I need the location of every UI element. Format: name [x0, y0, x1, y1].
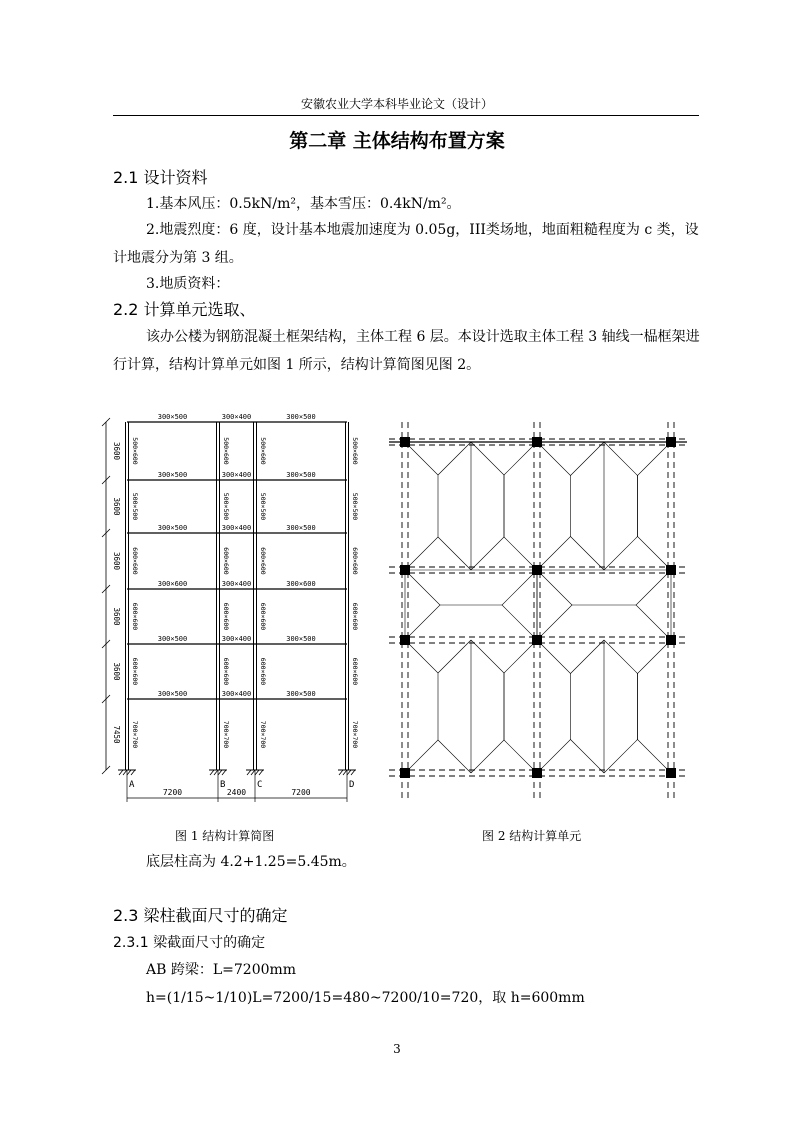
- figure-2-plan-diagram: [385, 420, 695, 805]
- column-square: [532, 635, 542, 645]
- yield-line: [537, 640, 571, 773]
- support-hatch: [343, 770, 347, 775]
- column-size-label: 600×600: [222, 657, 230, 686]
- support-hatch: [259, 770, 263, 775]
- beam-size-label: 300×400: [221, 524, 252, 532]
- column-size-label: 500×500: [222, 492, 230, 521]
- beam-size-label: 300×600: [157, 580, 188, 588]
- column-size-label: 600×600: [131, 602, 139, 631]
- yield-line: [638, 640, 672, 773]
- beam-size-label: 300×400: [221, 690, 252, 698]
- support-hatch: [339, 770, 343, 775]
- support-hatch: [218, 770, 222, 775]
- beam-size-label: 300×400: [221, 471, 252, 479]
- support-hatch: [351, 770, 355, 775]
- storey-height-label: 3600: [112, 497, 121, 516]
- beam-size-label: 300×500: [157, 471, 188, 479]
- support-hatch: [214, 770, 218, 775]
- beam-size-label: 300×500: [286, 471, 316, 479]
- yield-line: [405, 442, 438, 570]
- figure-1-frame-diagram: [95, 405, 365, 815]
- column-square: [532, 768, 542, 778]
- column-square: [400, 768, 410, 778]
- support-hatch: [255, 770, 259, 775]
- column-size-label: 700×700: [259, 720, 267, 749]
- support-hatch: [119, 770, 123, 775]
- column-size-label: 600×600: [351, 657, 359, 686]
- yield-line: [438, 740, 471, 773]
- column-size-label: 600×600: [222, 602, 230, 631]
- column-square: [532, 437, 542, 447]
- yield-line: [502, 570, 537, 640]
- span-length-label: 7200: [291, 788, 311, 797]
- section-2-2-heading: 2.2 计算单元选取、: [113, 300, 256, 319]
- column-square: [400, 565, 410, 575]
- column-square: [666, 635, 676, 645]
- s21-paragraph-3: 3.地质资料：: [146, 276, 230, 292]
- yield-line: [471, 640, 504, 773]
- yield-line: [405, 640, 438, 773]
- figure-2-caption: 图 2 结构计算单元: [482, 829, 582, 843]
- column-square: [400, 635, 410, 645]
- column-size-label: 700×700: [351, 720, 359, 749]
- beam-size-label: 300×500: [157, 690, 188, 698]
- yield-line: [571, 640, 605, 674]
- s22-paragraph-1: 该办公楼为钢筋混凝土框架结构，主体工程 6 层。本设计选取主体工程 3 轴线一榀框架进行计算，结构计算单元如图 1 所示，结构计算简图见图 2。: [113, 329, 700, 373]
- column-square: [666, 768, 676, 778]
- axis-label: C: [257, 780, 263, 790]
- column-size-label: 600×600: [222, 547, 230, 575]
- column-size-label: 500×500: [351, 492, 359, 521]
- column-square: [666, 565, 676, 575]
- yield-line: [571, 537, 605, 571]
- beam-size-label: 300×600: [286, 580, 316, 588]
- yield-line: [636, 570, 671, 640]
- column-size-label: 600×600: [259, 547, 267, 575]
- header-rule: [113, 115, 699, 116]
- after-figure-text: 底层柱高为 4.2+1.25=5.45m。: [146, 854, 356, 870]
- span-length-label: 7200: [162, 788, 183, 797]
- s23-paragraph-2: h=(1/15~1/10)L=7200/15=480~7200/10=720，取 h=600mm: [146, 990, 585, 1006]
- yield-line: [471, 442, 504, 570]
- support-hatch: [247, 770, 251, 775]
- column-square: [532, 565, 542, 575]
- yield-line: [537, 570, 572, 640]
- storey-height-label: 3600: [112, 441, 121, 461]
- yield-line: [438, 537, 471, 570]
- span-length-label: 2400: [226, 788, 247, 797]
- column-size-label: 700×700: [222, 720, 230, 749]
- axis-label: D: [349, 780, 355, 790]
- axis-label: A: [129, 780, 135, 790]
- column-size-label: 600×600: [259, 657, 267, 686]
- column-square: [666, 437, 676, 447]
- yield-line: [438, 442, 471, 475]
- beam-size-label: 300×500: [157, 413, 188, 421]
- yield-line: [504, 442, 537, 570]
- yield-line: [504, 640, 537, 773]
- beam-size-label: 300×500: [286, 413, 316, 421]
- yield-line: [537, 442, 571, 570]
- column-size-label: 500×600: [259, 437, 267, 465]
- column-size-label: 600×600: [259, 602, 267, 631]
- yield-line: [638, 442, 672, 570]
- storey-height-label: 3600: [112, 607, 121, 626]
- beam-size-label: 300×500: [286, 524, 316, 532]
- beam-size-label: 300×500: [157, 524, 188, 532]
- support-hatch: [123, 770, 127, 775]
- column-size-label: 500×500: [259, 492, 267, 521]
- page-number: 3: [393, 1042, 401, 1056]
- support-hatch: [210, 770, 214, 775]
- section-2-3-heading: 2.3 梁柱截面尺寸的确定: [113, 906, 288, 925]
- beam-size-label: 300×400: [221, 413, 252, 421]
- support-hatch: [251, 770, 255, 775]
- column-size-label: 600×600: [131, 657, 139, 686]
- column-size-label: 600×600: [131, 547, 139, 575]
- column-square: [400, 437, 410, 447]
- support-hatch: [347, 770, 351, 775]
- column-size-label: 500×600: [222, 437, 230, 465]
- column-size-label: 500×600: [131, 437, 139, 465]
- beam-size-label: 300×500: [157, 635, 188, 643]
- beam-size-label: 300×400: [221, 635, 252, 643]
- beam-size-label: 300×500: [286, 635, 316, 643]
- column-size-label: 500×600: [351, 437, 359, 465]
- beam-size-label: 300×400: [221, 580, 252, 588]
- section-2-1-heading: 2.1 设计资料: [113, 168, 208, 187]
- section-2-3-1-heading: 2.3.1 梁截面尺寸的确定: [113, 935, 266, 951]
- yield-line: [571, 442, 605, 476]
- support-hatch: [222, 770, 226, 775]
- yield-line: [604, 640, 638, 773]
- yield-line: [604, 442, 638, 570]
- yield-line: [571, 740, 605, 774]
- figure-1-caption: 图 1 结构计算简图: [175, 829, 275, 843]
- storey-height-label: 3600: [112, 662, 121, 681]
- s21-paragraph-2: 2.地震烈度：6 度，设计基本地震加速度为 0.05g，III类场地，地面粗糙程度为 c 类，设计地震分为第 3 组。: [113, 222, 699, 266]
- s23-paragraph-1: AB 跨梁：L=7200mm: [146, 962, 297, 978]
- yield-line: [405, 570, 440, 640]
- support-hatch: [131, 770, 135, 775]
- axis-label: B: [220, 780, 226, 790]
- chapter-title: 第二章 主体结构布置方案: [289, 130, 505, 152]
- support-hatch: [127, 770, 131, 775]
- storey-height-label: 7450: [112, 725, 121, 744]
- column-size-label: 600×600: [351, 547, 359, 575]
- column-size-label: 700×700: [131, 720, 139, 749]
- column-size-label: 600×600: [351, 602, 359, 631]
- s21-paragraph-1: 1.基本风压：0.5kN/m²，基本雪压：0.4kN/m²。: [146, 196, 461, 212]
- beam-size-label: 300×500: [286, 690, 316, 698]
- yield-line: [438, 640, 471, 673]
- page-header: 安徽农业大学本科毕业论文（设计）: [300, 97, 493, 111]
- column-size-label: 500×500: [131, 492, 139, 521]
- storey-height-label: 3600: [112, 551, 121, 571]
